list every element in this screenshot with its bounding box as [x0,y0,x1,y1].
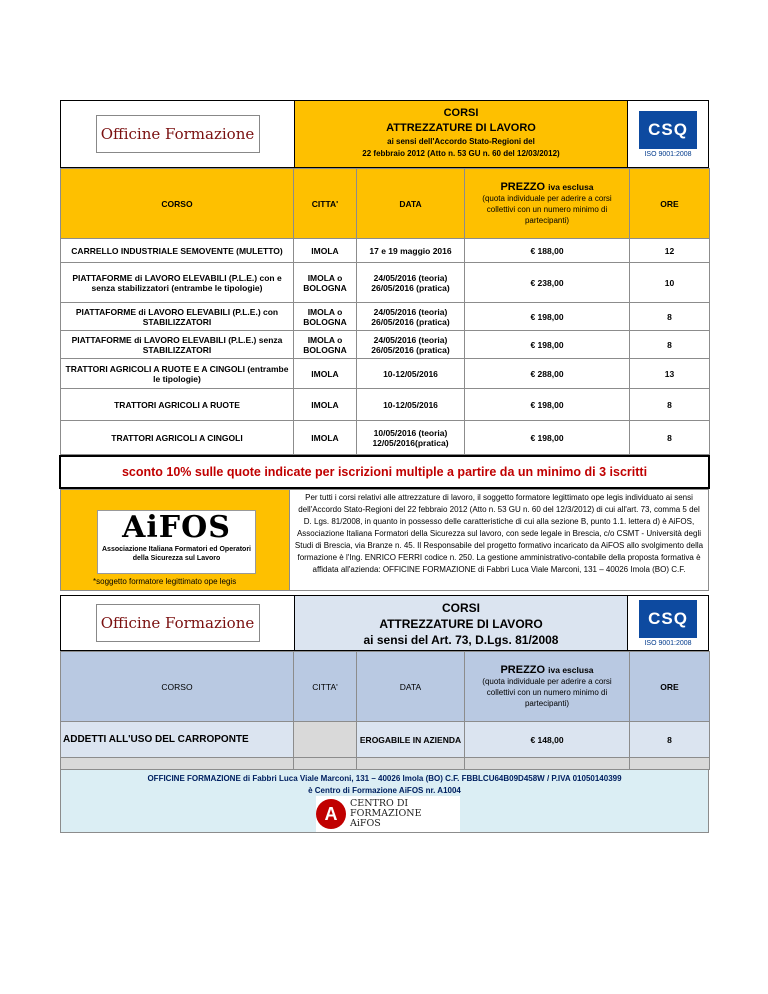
row-corso: TRATTORI AGRICOLI A RUOTE E A CINGOLI (entrambe le tipologie) [61,359,294,389]
officine-logo-cell [61,101,295,167]
row-prezzo: € 148,00 [465,722,630,758]
empty-cell [630,758,710,770]
row-ore: 8 [630,303,710,331]
footer-line1: OFFICINE FORMAZIONE di Fabbri Luca Viale Marconi, 131 – 40026 Imola (BO) C.F. FBBLCU64B09D458W / P.IVA 01050140399 [147,774,622,783]
col-ore: ORE [630,169,710,239]
aifos-logo-area [61,490,289,590]
footer-line2: è Centro di Formazione AiFOS nr. A1004 [308,786,461,795]
section1-header-row [61,169,710,239]
section2-title [295,596,627,650]
row-data: 17 e 19 maggio 2016 [357,239,465,263]
iso-label: ISO 9001:2008 [644,150,692,158]
table-row [61,421,710,455]
sconto-banner: sconto 10% sulle quote indicate per iscrizioni multiple a partire da un minimo di 3 iscritti [59,455,710,489]
col-citta: CITTA' [294,169,357,239]
row-citta [294,722,357,758]
row-citta: IMOLA o BOLOGNA [294,263,357,303]
table-row [61,239,710,263]
table-row [61,389,710,421]
row-corso: PIATTAFORME di LAVORO ELEVABILI (P.L.E.) con e senza stabilizzatori (entrambe le tipologie) [61,263,294,303]
quota-note: (quota individuale per aderire a corsi collettivi con un numero minimo di partecipanti) [482,194,612,225]
row-ore: 8 [630,421,710,455]
row-prezzo: € 188,00 [465,239,630,263]
row-citta: IMOLA [294,421,357,455]
col-ore-2: ORE [630,652,710,722]
row-data: 10-12/05/2016 [357,389,465,421]
section1-title-corsi: CORSI [443,107,479,119]
row-ore: 10 [630,263,710,303]
empty-cell [465,758,630,770]
section2-title-attrezzature: ATTREZZATURE DI LAVORO [379,617,543,631]
section1-subtitle1: ai sensi dell'Accordo Stato-Regioni del [387,137,535,146]
footer [60,770,709,833]
csq-logo-cell [627,101,708,167]
empty-cell [61,758,294,770]
csq-logo-2: CSQ [639,600,697,638]
table-row [61,722,710,758]
row-data: 10-12/05/2016 [357,359,465,389]
row-prezzo: € 238,00 [465,263,630,303]
row-prezzo: € 198,00 [465,389,630,421]
col-citta-2: CITTA' [294,652,357,722]
cf-line2: FORMAZIONE [350,808,422,819]
officine-logo-2 [96,604,260,642]
iso-label-2: ISO 9001:2008 [644,639,692,647]
row-ore: 8 [630,722,710,758]
cf-line1: CENTRO DI [350,798,409,809]
cf-mark: A [316,799,346,829]
officine-logo-cell-2 [61,596,295,650]
aifos-logo [97,510,256,574]
row-corso: ADDETTI ALL'USO DEL CARROPONTE [61,722,294,758]
col-prezzo-2 [465,652,630,722]
table-row [61,303,710,331]
section1-title [295,101,627,167]
row-data: EROGABILE IN AZIENDA [357,722,465,758]
aifos-section [60,489,709,591]
row-data: 24/05/2016 (teoria) 26/05/2016 (pratica) [357,331,465,359]
row-prezzo: € 288,00 [465,359,630,389]
csq-logo: CSQ [639,111,697,149]
col-corso-2: CORSO [61,652,294,722]
empty-cell [357,758,465,770]
col-data-2: DATA [357,652,465,722]
row-corso: CARRELLO INDUSTRIALE SEMOVENTE (MULETTO) [61,239,294,263]
row-corso: PIATTAFORME di LAVORO ELEVABILI (P.L.E.) con STABILIZZATORI [61,303,294,331]
officine-logo-text: Officine Formazione [100,125,255,143]
row-ore: 8 [630,331,710,359]
section1-subtitle2: 22 febbraio 2012 (Atto n. 53 GU n. 60 del 12/03/2012) [362,149,560,158]
col-corso: CORSO [61,169,294,239]
aifos-logo-small: Associazione Italiana Formatori ed Operatori della Sicurezza sul Lavoro [102,546,251,562]
row-citta: IMOLA o BOLOGNA [294,331,357,359]
section2-title-art: ai sensi del Art. 73, D.Lgs. 81/2008 [363,633,559,647]
row-corso: TRATTORI AGRICOLI A RUOTE [61,389,294,421]
prezzo-label-2: PREZZO [500,664,546,676]
row-prezzo: € 198,00 [465,303,630,331]
table-row [61,263,710,303]
row-corso: PIATTAFORME di LAVORO ELEVABILI (P.L.E.) senza STABILIZZATORI [61,331,294,359]
prezzo-label: PREZZO [500,181,546,193]
aifos-note: *soggetto formatore legittimato ope legis [93,577,237,586]
officine-logo [96,115,260,153]
section2-title-corsi: CORSI [441,601,480,615]
row-data: 24/05/2016 (teoria) 26/05/2016 (pratica) [357,263,465,303]
row-citta: IMOLA [294,359,357,389]
row-citta: IMOLA [294,239,357,263]
section1-table [60,168,710,455]
centro-formazione-logo [316,796,460,832]
col-prezzo [465,169,630,239]
aifos-paragraph: Per tutti i corsi relativi alle attrezzature di lavoro, il soggetto formatore legittimato ope legis individuato ai sensi dell'Accordo Stato-Regioni del 22 febbraio 2012 (Atto n. 53 GU n. 60 del 12/3/2012) di cui all'art. 73, comma 5 del D. Lgs. 81/2008, in quanto in possesso delle caratteristiche di cui alla sezione B, punto 1.1. lettera d) è AiFOS, Associazione Italiana Formatori della Sicurezza sul lavoro, con sede legale in Brescia, c/o CSMT - Università degli Studi di Brescia, via Branze n. 45. Il Responsabile del progetto formativo incaricato da AiFOS allo svolgimento della formazione è l'Ing. ENRICO FERRI codice n. 250. La gestione amministrativo-contabile della proposta formativa è affidata all'azienda: OFFICINE FORMAZIONE di Fabbri Luca Viale Marconi, 131 – 40026 Imola (BO) C.F. [289,490,708,590]
prezzo-note-2: iva esclusa [548,665,594,675]
row-prezzo: € 198,00 [465,421,630,455]
csq-logo-cell-2 [627,596,708,650]
table-row [61,331,710,359]
empty-cell [294,758,357,770]
row-prezzo: € 198,00 [465,331,630,359]
row-data: 24/05/2016 (teoria) 26/05/2016 (pratica) [357,303,465,331]
row-citta: IMOLA [294,389,357,421]
officine-logo-text-2: Officine Formazione [100,614,255,632]
row-ore: 12 [630,239,710,263]
col-data: DATA [357,169,465,239]
section1-title-attrezzature: ATTREZZATURE DI LAVORO [386,122,536,134]
quota-note-2: (quota individuale per aderire a corsi collettivi con un numero minimo di partecipanti) [482,677,612,708]
section2-header-row [61,652,710,722]
section1-header [60,100,709,168]
row-data: 10/05/2016 (teoria) 12/05/2016(pratica) [357,421,465,455]
row-corso: TRATTORI AGRICOLI A CINGOLI [61,421,294,455]
table-row-empty [61,758,710,770]
row-ore: 13 [630,359,710,389]
price-sheet [60,100,709,833]
table-row [61,359,710,389]
section2-header [60,595,709,651]
row-citta: IMOLA o BOLOGNA [294,303,357,331]
section2-table [60,651,710,770]
cf-line3: AiFOS [350,818,381,829]
prezzo-note: iva esclusa [548,182,594,192]
cf-text [350,799,422,829]
row-ore: 8 [630,389,710,421]
aifos-logo-big: AiFOS [122,510,231,545]
